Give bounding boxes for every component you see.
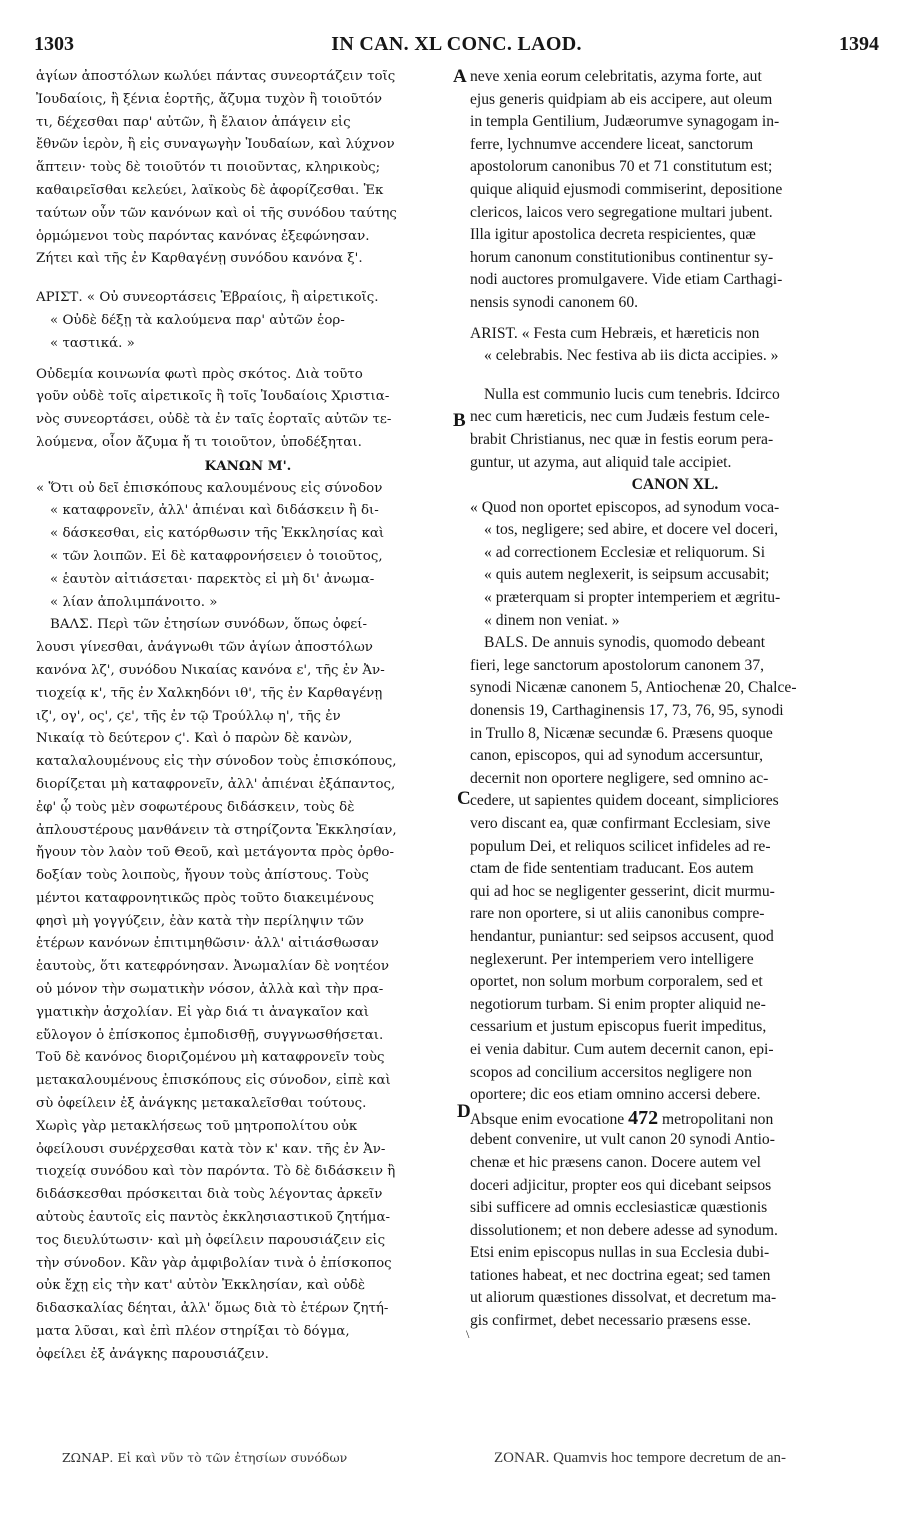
text-line: oportere; dic eos etiam omnino accersi debere. xyxy=(470,1086,761,1104)
text-line: clericos, laicos vero segregatione multari jubent. xyxy=(470,203,773,221)
text-line: Τοῦ δὲ κανόνος διοριζομένου μὴ καταφρονεῖν τοὺς xyxy=(36,1050,385,1066)
text-line: sibi sufficere ad omnis ecclesiasticæ quæstionis xyxy=(470,1199,768,1217)
text-line: dissolutionem; et non debere adesse ad synodum. xyxy=(470,1221,778,1239)
latin-bals-commentary-continued xyxy=(470,1129,880,1332)
text-line: « δάσκεσθαι, εἰς κατόρθωσιν τῆς Ἐκκλησίας καὶ xyxy=(50,526,385,542)
text-line: ut aliorum quæstiones dissolvat, et decretum ma- xyxy=(470,1289,777,1307)
text-line: τι, δέχεσθαι παρ' αὐτῶν, ἢ ἔλαιον ἀπάγειν εἰς xyxy=(36,114,351,130)
text-line: Nulla est communio lucis cum tenebris. Idcirco xyxy=(484,385,780,403)
text-line: κανόνα λζ', συνόδου Νικαίας κανόνα ε', τῆς ἐν Ἀν- xyxy=(36,662,385,678)
text-line: hendantur, puniantur: sed seipsos accusent, quod xyxy=(470,927,774,945)
text-line: δοξίαν τοὺς λοιποὺς, ἤγουν τοὺς ἀπίστους. Τοὺς xyxy=(36,868,369,884)
text-line: « Οὐδὲ δέξῃ τὰ καλούμενα παρ' αὐτῶν ἑορ- xyxy=(50,312,345,328)
text-line: « quis autem neglexerit, is seipsum accusabit; xyxy=(484,566,770,584)
text-line: nec cum hæreticis, nec cum Judæis festum cele- xyxy=(470,408,770,426)
text-line: ΒΑΛΣ. Περὶ τῶν ἐτησίων συνόδων, ὅπως ὀφεί- xyxy=(50,617,368,633)
greek-vals-commentary xyxy=(36,614,460,1366)
text-line: « τῶν λοιπῶν. Εἰ δὲ καταφρονήσειεν ὁ τοιοῦτος, xyxy=(50,548,383,564)
text-line: negotiorum turbam. Si enim propter aliquid ne- xyxy=(470,995,766,1013)
text-line: ιζ', ογ', ος', ϛε', τῆς ἐν τῷ Τρούλλῳ η', τῆς ἐν xyxy=(36,708,341,724)
text-line: « ἑαυτὸν αἰτιάσεται· παρεκτὸς εἰ μὴ δι' ἀνωμα- xyxy=(50,571,375,587)
text-line: « tos, negligere; sed abire, et docere vel doceri, xyxy=(484,521,778,539)
text-line: oportet, non solum morbum corporalem, sed et xyxy=(470,973,763,991)
text-line: populum Dei, et reliquos scilicet infideles ad re- xyxy=(470,837,771,855)
text-line: vero discant ea, quæ confirmant Ecclesiam, sive xyxy=(470,815,771,832)
text-line: Νικαίᾳ τὸ δεύτερον ϛ'. Καὶ ὁ παρὼν δὲ κανὼν, xyxy=(36,731,353,747)
text-line: ἔθνῶν ἱερὸν, ἢ εἰς συναγωγὴν Ἰουδαίων, καὶ λύχνον xyxy=(36,137,395,153)
text-line: ferre, lychnumve accendere liceat, sanctorum xyxy=(470,135,754,153)
text-line: Οὐδεμία κοινωνία φωτὶ πρὸς σκότος. Διὰ τοῦτο xyxy=(36,366,363,382)
running-title: IN CAN. XL CONC. LAOD. xyxy=(331,33,582,55)
latin-arist xyxy=(470,323,880,368)
text-line: rare non oportere, si ut aliis canonibus compre- xyxy=(470,905,765,923)
text-line: σὺ ὀφείλειν ἐξ ἀνάγκης μετακαλεῖσθαι τούτους. xyxy=(36,1096,367,1112)
text-line: « ταστικά. » xyxy=(50,335,135,351)
text-line: ὁρμώμενοι τοὺς παρόντας κανόνας ἐξεφώνησαν. xyxy=(36,228,370,244)
text-line: ARIST. « Festa cum Hebræis, et hæreticis non xyxy=(470,324,760,342)
text-line: ἑαυτοὺς, ὅτι κατεφρόνησαν. Ἀνωμαλίαν δὲ νοητέον xyxy=(36,959,389,975)
greek-paragraph-2 xyxy=(36,364,460,455)
latin-reference-number: 472 xyxy=(628,1106,659,1129)
text-line: τιοχείᾳ συνόδου καὶ τὸν παρόντα. Τὸ δὲ διδάσκειν ἢ xyxy=(36,1164,396,1180)
text-line: οὐκ ἔχῃ εἰς τὴν κατ' αὐτὸν Ἐκκλησίαν, καὶ οὐδὲ xyxy=(36,1278,366,1294)
text-line: tationes habeat, et nec doctrina egeat; sed tamen xyxy=(470,1266,771,1284)
text-line: neve xenia eorum celebritatis, azyma forte, aut xyxy=(470,68,762,85)
text-line: ἁγίων ἀποστόλων κωλύει πάντας συνεορτάζειν τοῖς xyxy=(36,69,396,84)
text-line: ΑΡΙΣΤ. « Οὐ συνεορτάσεις Ἑβραίοις, ἢ αἱρετικοῖς. xyxy=(36,290,379,306)
text-line: nensis synodi canonem 60. xyxy=(470,293,639,311)
text-line: donensis 19, Carthaginensis 17, 73, 76, 95, synodi xyxy=(470,702,784,720)
text-line: Ἰουδαίοις, ἢ ξένια ἑορτῆς, ἄζυμα τυχὸν ἢ τοιοῦτόν xyxy=(36,91,383,107)
text-line: μετακαλουμένους ἐπισκόπους εἰς σύνοδον, εἰπὲ καὶ xyxy=(36,1073,391,1089)
greek-paragraph-1 xyxy=(36,66,460,271)
text-line: νὸς συνεορτάσει, οὐδὲ τὰ ἐν ταῖς ἑορταῖς αὐτῶν τε- xyxy=(36,412,392,428)
text-line: cessarium et justum episcopus fuerit impeditus, xyxy=(470,1018,767,1036)
text-line: ὀφείλουσι συνέρχεσθαι κατὰ τὸν κ' καν. τῆς ἐν Ἀν- xyxy=(36,1141,386,1157)
greek-column xyxy=(36,66,460,1367)
text-line: Ζήτει καὶ τῆς ἐν Καρθαγένῃ συνόδου κανόνα ξ'. xyxy=(36,251,363,267)
text-line: apostolorum canonibus 70 et 71 constitutum est; xyxy=(470,158,773,176)
text-line: λούμενα, οἷον ἄζυμα ἤ τι τοιοῦτον, ὑποδέξηται. xyxy=(36,434,362,450)
text-line: doceri adjicitur, propter eos qui dicebant seipsos xyxy=(470,1176,772,1194)
margin-letter-d: D xyxy=(457,1101,471,1122)
text-line: « καταφρονεῖν, ἀλλ' ἀπιέναι καὶ διδάσκειν ἢ δι- xyxy=(50,503,379,519)
text-line: « Quod non oportet episcopos, ad synodum voca- xyxy=(470,498,780,516)
text-line: καταλαλουμένους εἰς τὴν σύνοδον τοὺς ἐπισκόπους, xyxy=(36,754,397,770)
latin-bals-ref-line xyxy=(470,1107,880,1130)
text-line: μέντοι καταφρονητικῶς πρὸς τοῦτο διακειμένους xyxy=(36,890,375,906)
text-line: synodi Nicænæ canonem 5, Antiochenæ 20, Chalce- xyxy=(470,679,797,697)
text-line: ταύτων οὖν τῶν κανόνων καὶ οἱ τῆς συνόδου ταύτης xyxy=(36,205,397,221)
text-line: ματα λῦσαι, καὶ ἐπὶ πλέον στηρίξαι τὸ δόγμα, xyxy=(36,1324,350,1340)
running-head xyxy=(34,33,879,63)
text-line: fieri, lege sanctorum apostolorum canonem 37, xyxy=(470,656,765,674)
text-line: ὀφείλει ἐξ ἀνάγκης παρουσιάζειν. xyxy=(36,1346,269,1362)
text-line: ei venia dabitur. Cum autem decernit canon, epi- xyxy=(470,1040,774,1058)
text-line: διορίζεται μὴ καταφρονεῖν, ἀλλ' ἀπιέναι ἐξάπαντος, xyxy=(36,776,396,792)
text-line: « celebrabis. Nec festiva ab iis dicta accipies. » xyxy=(484,347,779,365)
text-line: τος διευλύτωσιν· καὶ μὴ ὀφείλειν παρουσιάζειν εἰς xyxy=(36,1232,386,1248)
text-line: decernit non oportere negligere, sed omnino ac- xyxy=(470,769,769,787)
text-line: ctam de fide sententiam traducant. Eos autem xyxy=(470,860,754,878)
text-line: διδάσκεσθαι πρόσκειται διὰ τοὺς λέγοντας ἀρκεῖν xyxy=(36,1187,383,1203)
text-line: gis confirmet, debet necessario præsens esse. xyxy=(470,1312,752,1330)
margin-mark: \ xyxy=(466,1327,470,1341)
text-line: ἅπτειν· τοὺς δὲ τοιοῦτόν τι ποιοῦντας, κληρικοὺς; xyxy=(36,160,381,176)
greek-canon-text xyxy=(36,478,460,615)
text-line: scopos ad concilium accersitos negligere non xyxy=(470,1063,752,1081)
text-line: horum canonum constitutionibus continentur sy- xyxy=(470,248,774,266)
right-page-number: 1394 xyxy=(839,33,879,55)
latin-bals-ref-before: Absque enim evocatione xyxy=(470,1110,629,1128)
greek-canon-heading: ΚΑΝΩΝ Μ'. xyxy=(204,457,292,474)
text-line: αὐτοὺς ἑαυτοῖς εἰς παντὸς ἐκκλησιαστικοῦ ζητήμα- xyxy=(36,1210,391,1226)
latin-canon-heading: CANON XL. xyxy=(631,476,719,494)
text-line: debent convenire, ut vult canon 20 synodi Antio- xyxy=(470,1131,775,1149)
text-line: ἀπλουστέρους μανθάνειν τὰ στηρίζοντα Ἐκκλησίαν, xyxy=(36,822,397,838)
text-line: Illa igitur apostolica decreta respicientes, quæ xyxy=(470,226,756,244)
text-line: « λίαν ἀπολιμπάνοιτο. » xyxy=(50,594,218,610)
latin-column xyxy=(470,66,880,1333)
text-line: neglexerunt. Per intemperiem vero intelligere xyxy=(470,950,754,968)
text-line: ἐφ' ᾧ τοὺς μὲν σοφωτέρους διδάσκειν, τοὺς δὲ xyxy=(36,799,355,815)
text-line: quique aliquid ejusmodi commiserint, depositione xyxy=(470,180,783,198)
text-line: οὐ μόνον τὴν σωματικὴν νόσον, ἀλλὰ καὶ τὴν πρα- xyxy=(36,982,384,998)
text-line: εὔλογον ὁ ἐπίσκοπος ἐμποδισθῇ, συγγνωσθήσεται. xyxy=(36,1027,384,1043)
text-line: καθαιρεῖσθαι κελεύει, λαϊκοὺς δὲ ἀφορίζεσθαι. Ἐκ xyxy=(36,182,384,198)
latin-bals-ref-after: metropolitani non xyxy=(658,1110,774,1128)
text-line: canon, episcopos, qui ad synodum accersuntur, xyxy=(470,747,763,765)
text-line: διδασκαλίας δέηται, ἀλλ' ὅμως διὰ τὸ ἑτέρων ζητή- xyxy=(36,1301,389,1317)
text-line: ἑτέρων κανόνων ἐπιτιμηθῶσιν· ἀλλ' αἰτιάσθωσαν xyxy=(36,936,379,952)
text-line: τιοχείᾳ κ', τῆς ἐν Χαλκηδόνι ιθ', τῆς ἐν Καρθαγένῃ xyxy=(36,685,383,701)
text-line: γματικὴν ἀσχολίαν. Εἰ γὰρ διά τι ἀναγκαῖον καὶ xyxy=(36,1004,369,1020)
text-line: ἤγουν τὸν λαὸν τοῦ Θεοῦ, καὶ μετάγοντα πρὸς ὀρθο- xyxy=(36,845,394,861)
latin-paragraph-1 xyxy=(470,66,880,315)
text-line: BALS. De annuis synodis, quomodo debeant xyxy=(484,634,766,652)
text-line: brabit Christianus, nec quæ in festis eorum pera- xyxy=(470,430,774,448)
text-line: « Ὅτι οὐ δεῖ ἐπισκόπους καλουμένους εἰς σύνοδον xyxy=(36,480,383,496)
margin-letter-a: A xyxy=(453,66,467,87)
text-line: qui ad hoc se negligenter gesserint, dicit murmu- xyxy=(470,882,775,900)
text-line: in Trullo 8, Nicænæ secundæ 6. Præsens quoque xyxy=(470,724,773,742)
margin-letter-c: C xyxy=(457,788,471,809)
text-line: chenæ et hic præsens canon. Docere autem vel xyxy=(470,1153,761,1171)
text-line: « præterquam si propter intemperiem et ægritu- xyxy=(484,589,781,607)
text-line: in templa Gentilium, Judæorumve synagogam in- xyxy=(470,113,780,131)
greek-zonar-line: ΖΩΝΑΡ. Εἰ καὶ νῦν τὸ τῶν ἐτησίων συνόδων xyxy=(62,1450,348,1465)
left-page-number: 1303 xyxy=(34,33,74,55)
text-line: γοῦν οὐδὲ τοῖς αἱρετικοῖς ἢ τοῖς Ἰουδαίοις Χριστια- xyxy=(36,389,390,405)
latin-paragraph-2 xyxy=(470,384,880,474)
latin-bals-commentary xyxy=(470,632,880,1106)
text-line: Etsi enim episcopus nullas in sua Ecclesia dubi- xyxy=(470,1244,770,1262)
latin-canon-text xyxy=(470,497,880,633)
text-line: Χωρὶς γὰρ μετακλήσεως τοῦ μητροπολίτου οὐκ xyxy=(36,1118,358,1134)
latin-zonar-line: ZONAR. Quamvis hoc tempore decretum de an- xyxy=(494,1450,786,1466)
text-line: cedere, ut sapientes quidem doceant, simpliciores xyxy=(470,792,779,810)
text-line: ejus generis quidpiam ab eis accipere, aut oleum xyxy=(470,90,773,108)
margin-letter-b: B xyxy=(453,410,466,431)
text-line: guntur, ut azyma, aut aliquid tale accipiet. xyxy=(470,453,732,471)
text-line: « ad correctionem Ecclesiæ et reliquorum. Si xyxy=(484,543,766,561)
text-line: λουσι γίνεσθαι, ἀνάγνωθι τῶν ἁγίων ἀποστόλων xyxy=(36,640,373,656)
text-line: τὴν σύνοδον. Κἂν γὰρ ἀμφιβολίαν τινὰ ὁ ἐπίσκοπος xyxy=(36,1255,392,1271)
greek-arist xyxy=(36,287,460,355)
text-line: φησὶ μὴ γογγύζειν, ἐὰν κατὰ τὴν περίληψιν τῶν xyxy=(36,913,364,929)
text-line: nodi auctores promulgavere. Vide etiam Carthagi- xyxy=(470,271,783,289)
text-line: « dinem non veniat. » xyxy=(484,611,620,629)
